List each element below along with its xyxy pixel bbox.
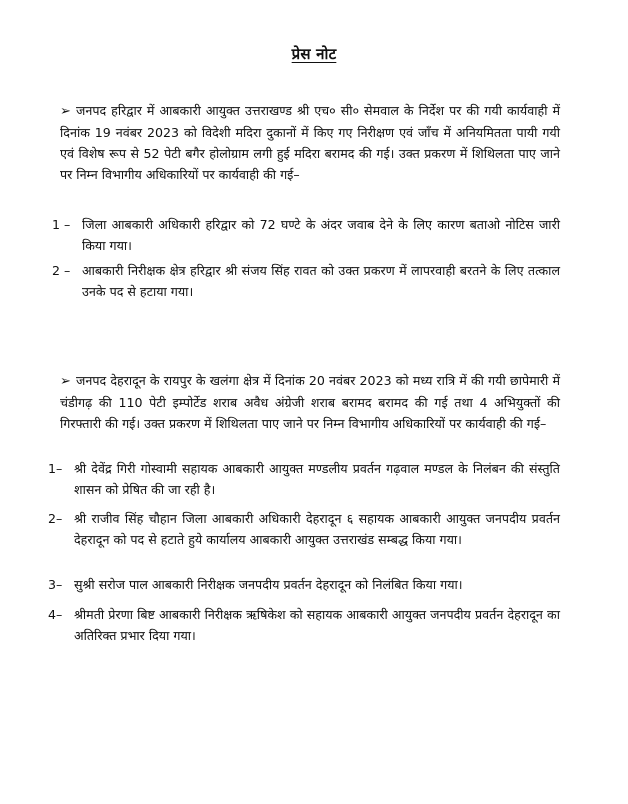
item-text: श्रीमती प्रेरणा बिष्ट आबकारी निरीक्षक ऋषिकेश को सहायक आबकारी आयुक्त जनपदीय प्रवर्तन देहरादून का अतिरिक्त प्रभार दिया गया।	[74, 607, 560, 643]
item-number: 3–	[48, 577, 63, 592]
item-text: श्री देवेंद्र गिरी गोस्वामी सहायक आबकारी आयुक्त मण्डलीय प्रवर्तन गढ़वाल मण्डल के निलंबन की संस्तुति शासन को प्रेषित की जा रही है।	[74, 461, 560, 497]
item-text: जिला आबकारी अधिकारी हरिद्वार को 72 घण्टे के अंदर जवाब देने के लिए कारण बताओ नोटिस जारी किया गया।	[82, 217, 560, 253]
item-number: 4–	[48, 607, 63, 622]
section2-item-1	[48, 458, 560, 500]
item-text: सुश्री सरोज पाल आबकारी निरीक्षक जनपदीय प्रवर्तन देहरादून को निलंबित किया गया।	[74, 577, 463, 592]
item-text: श्री राजीव सिंह चौहान जिला आबकारी अधिकारी देहरादून ६ सहायक आबकारी आयुक्त जनपदीय प्रवर्तन देहरादून को पद से हटाते हुये कार्यालय आबकारी आयुक्त उत्तराखंड सम्बद्ध किया गया।	[74, 511, 560, 547]
section2-item-2	[48, 508, 560, 550]
section2-paragraph-text: जनपद देहरादून के रायपुर के खलंगा क्षेत्र में दिनांक 20 नवंबर 2023 को मध्य रात्रि में की गयी छापेमारी में चंडीगढ़ की 110 पेटी इम्पोर्टेड शराब अवैध अंग्रेजी शराब बरामद बरामद की गई तथा 4 अभियुक्तों की गिरफ्तारी की गई। उक्त प्रकरण में शिथिलता पाए जाने पर निम्न विभागीय अधिकारियों पर कार्यवाही की गई–	[60, 373, 560, 431]
item-number: 1–	[48, 461, 63, 476]
section2-item-3	[48, 574, 560, 595]
section1-paragraph	[60, 100, 560, 185]
item-number: 1 –	[52, 217, 71, 232]
section2-paragraph	[60, 370, 560, 434]
page-title: प्रेस नोट	[291, 45, 337, 63]
item-number: 2 –	[52, 263, 71, 278]
item-number: 2–	[48, 511, 63, 526]
section1-item-2	[52, 260, 560, 302]
section1-paragraph-text: जनपद हरिद्वार में आबकारी आयुक्त उत्तराखण्ड श्री एच० सी० सेमवाल के निर्देश पर की गयी कार्यवाही में दिनांक 19 नवंबर 2023 को विदेशी मदिरा दुकानों में किए गए निरीक्षण एवं जाँच में अनियमितता पायी गयी एवं विशेष रूप से 52 पेटी बगैर होलोग्राम लगी हुई मदिरा बरामद की गई। उक्त प्रकरण में शिथिलता पाए जाने पर निम्न विभागीय अधिकारियों पर कार्यवाही की गई–	[60, 103, 560, 182]
item-text: आबकारी निरीक्षक क्षेत्र हरिद्वार श्री संजय सिंह रावत को उक्त प्रकरण में लापरवाही बरतने के लिए तत्काल उनके पद से हटाया गया।	[82, 263, 560, 299]
section2-item-4	[48, 604, 560, 646]
arrow-bullet-icon: ➢	[60, 374, 71, 389]
arrow-bullet-icon: ➢	[60, 104, 71, 119]
section1-item-1	[52, 214, 560, 256]
